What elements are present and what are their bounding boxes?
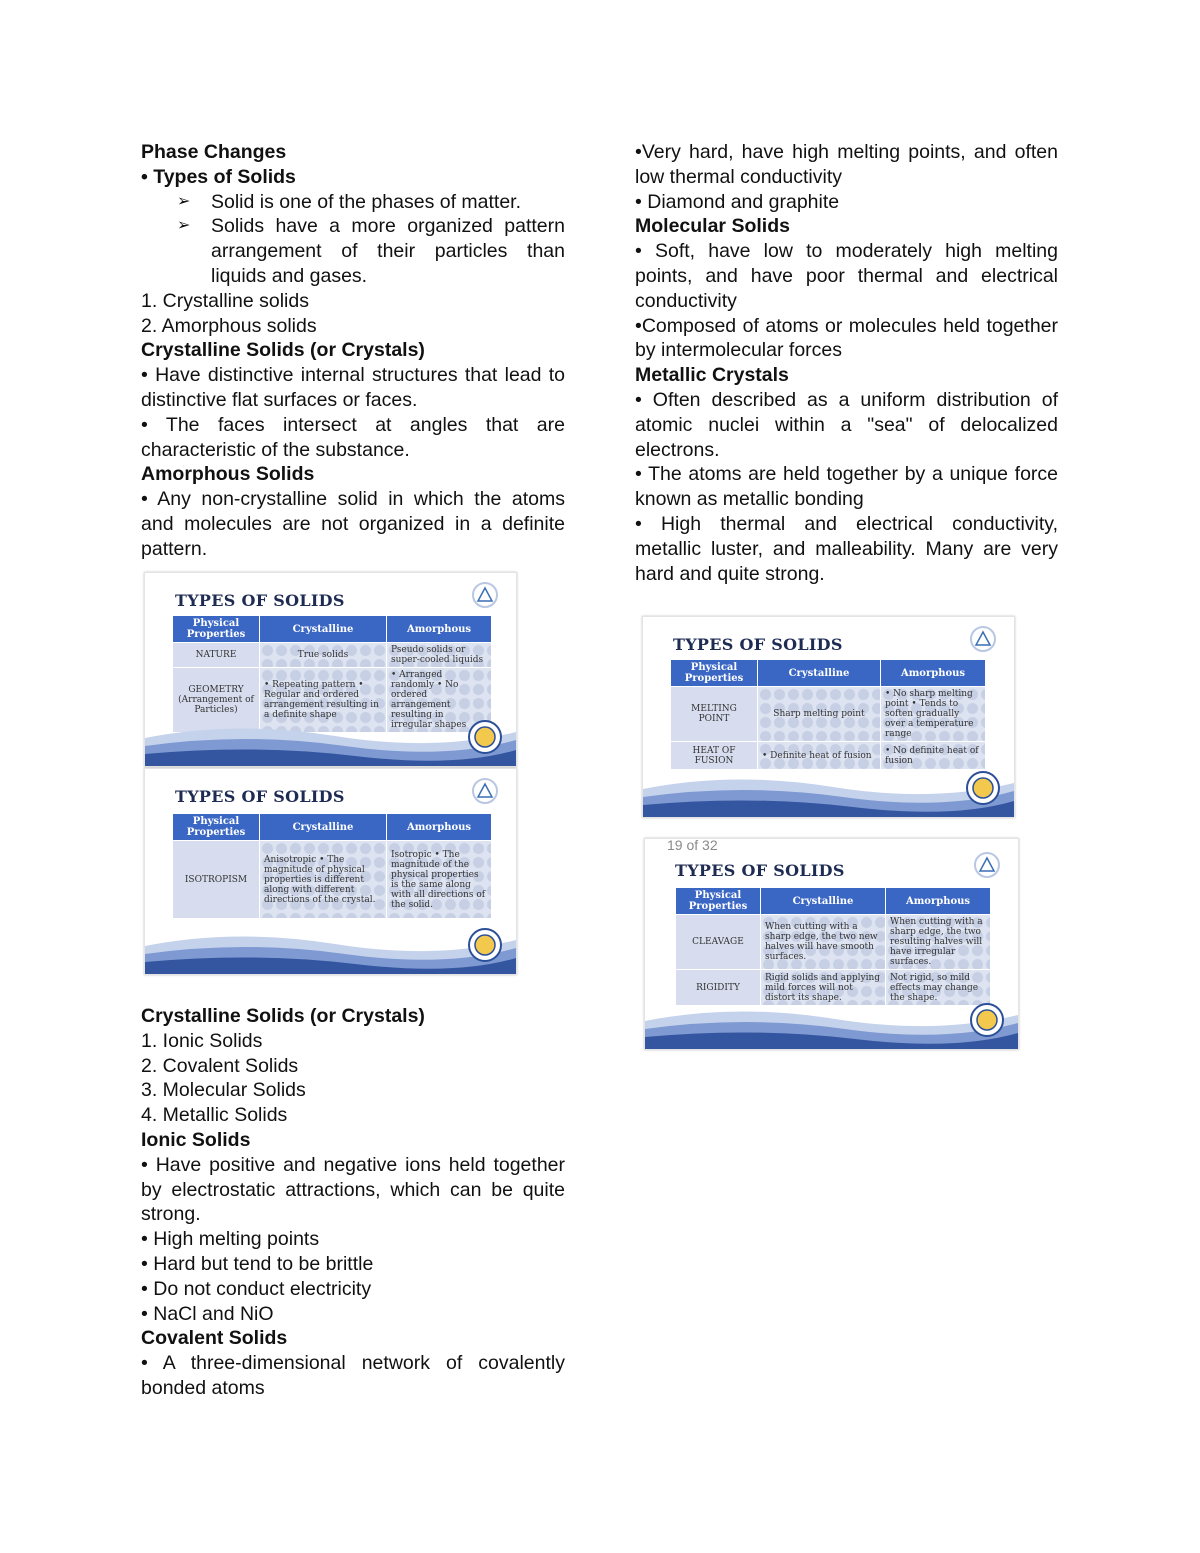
slide-title: TYPES OF SOLIDS bbox=[175, 591, 345, 610]
types-heading: • Types of Solids bbox=[141, 165, 296, 188]
arrow-bullet-icon: ➢ bbox=[177, 217, 191, 235]
paragraph: • Any non-crystalline solid in which the atoms and molecules are not organized in a definite pattern. bbox=[141, 488, 565, 560]
wave-decoration bbox=[145, 718, 516, 766]
paragraph: •Composed of atoms or molecules held together by intermolecular forces bbox=[635, 314, 1058, 362]
list-item: ➢ Solids have a more organized pattern arrangement of their particles than liquids and gases. bbox=[141, 214, 565, 288]
slide-melting-point bbox=[642, 616, 1015, 818]
list-item: • Diamond and graphite bbox=[635, 190, 840, 213]
left-column bbox=[141, 140, 565, 562]
list-item: 2. Covalent Solids bbox=[141, 1054, 299, 1077]
paragraph: • The atoms are held together by a unique force known as metallic bonding bbox=[635, 463, 1058, 511]
school-logo-icon bbox=[470, 581, 500, 609]
school-logo-icon bbox=[972, 851, 1002, 879]
right-column bbox=[635, 140, 1058, 586]
properties-table: Physical Properties Crystalline Amorphous MELTING POINT Sharp melting point • No sharp melting point • Tends to soften gradually over a temperature range HEAT OF FUSION • Definite heat of fusion • No definite heat of fusion bbox=[670, 659, 986, 770]
school-logo-icon bbox=[968, 625, 998, 653]
arrow-bullet-icon: ➢ bbox=[177, 192, 191, 210]
properties-table: Physical Properties Crystalline Amorphous CLEAVAGE When cutting with a sharp edge, the two new halves will have smooth surfaces. When cutting with a sharp edge, the two resulting halves will have irregular surfaces. RIGIDITY Rigid solids and applying mild forces will not distort its shape. Not rigid, so mild effects may change the shape. bbox=[675, 887, 991, 1006]
paragraph: • Have distinctive internal structures that lead to distinctive flat surfaces or faces. bbox=[141, 364, 565, 411]
page-title: Phase Changes bbox=[141, 141, 287, 163]
wave-decoration bbox=[645, 1001, 1018, 1049]
paragraph: • High thermal and electrical conductivity, metallic luster, and malleability. Many are very hard and quite strong. bbox=[635, 512, 1058, 585]
school-seal-icon bbox=[468, 720, 502, 754]
list-item: • High melting points bbox=[141, 1228, 320, 1251]
paragraph: • Soft, have low to moderately high melting points, and have poor thermal and electrical conductivity bbox=[635, 240, 1058, 312]
list-item: 4. Metallic Solids bbox=[141, 1104, 288, 1127]
metallic-heading: Metallic Crystals bbox=[635, 364, 789, 387]
wave-decoration bbox=[145, 926, 516, 974]
paragraph: • Often described as a uniform distribution of atomic nuclei within a "sea" of delocalized electrons. bbox=[635, 388, 1058, 461]
slide-title: TYPES OF SOLIDS bbox=[673, 635, 843, 654]
school-seal-icon bbox=[966, 771, 1000, 805]
crystals-heading: Crystalline Solids (or Crystals) bbox=[141, 1005, 425, 1027]
properties-table: Physical Properties Crystalline Amorphous ISOTROPISM Anisotropic • The magnitude of physical properties is different along with different directions of the crystal. Isotropic • The magnitude of the physical properties is the same along with all directions of the solid. bbox=[172, 813, 492, 919]
slide-title: TYPES OF SOLIDS bbox=[675, 861, 845, 880]
molecular-heading: Molecular Solids bbox=[635, 215, 790, 238]
list-item: 1. Ionic Solids bbox=[141, 1029, 263, 1052]
school-seal-icon bbox=[970, 1003, 1004, 1037]
wave-decoration bbox=[643, 769, 1014, 817]
ionic-heading: Ionic Solids bbox=[141, 1128, 251, 1151]
paragraph: • Have positive and negative ions held together by electrostatic attractions, which can be quite strong. bbox=[141, 1153, 565, 1226]
page-indicator: 19 of 32 bbox=[667, 838, 718, 853]
paragraph: • The faces intersect at angles that are characteristic of the substance. bbox=[141, 413, 565, 461]
list-item: 3. Molecular Solids bbox=[141, 1079, 306, 1102]
list-item: 1. Crystalline solids bbox=[141, 289, 309, 312]
slide-title: TYPES OF SOLIDS bbox=[175, 787, 345, 806]
crystalline-heading: Crystalline Solids (or Crystals) bbox=[141, 339, 425, 362]
slide-nature-geometry bbox=[144, 572, 517, 767]
slide-cleavage-rigidity bbox=[644, 838, 1019, 1050]
school-seal-icon bbox=[468, 928, 502, 962]
paragraph: •Very hard, have high melting points, and often low thermal conductivity bbox=[635, 141, 1058, 188]
school-logo-icon bbox=[470, 777, 500, 805]
paragraph: • A three-dimensional network of covalently bonded atoms bbox=[141, 1352, 565, 1399]
list-item: • NaCl and NiO bbox=[141, 1302, 274, 1325]
slide-isotropism bbox=[144, 768, 517, 975]
list-item: 2. Amorphous solids bbox=[141, 314, 317, 337]
list-item: • Hard but tend to be brittle bbox=[141, 1252, 374, 1275]
properties-table: Physical Properties Crystalline Amorphous NATURE True solids Pseudo solids or super-cooled liquids GEOMETRY (Arrangement of Particles) • Repeating pattern • Regular and ordered arrangement resulting in a definite shape • Arranged randomly • No ordered arrangement resulting in irregular shapes bbox=[172, 615, 492, 733]
amorphous-heading: Amorphous Solids bbox=[141, 463, 315, 486]
list-item: • Do not conduct electricity bbox=[141, 1277, 372, 1300]
list-item: ➢ Solid is one of the phases of matter. bbox=[141, 190, 565, 215]
covalent-heading: Covalent Solids bbox=[141, 1327, 288, 1350]
left-column-lower bbox=[141, 1004, 565, 1401]
